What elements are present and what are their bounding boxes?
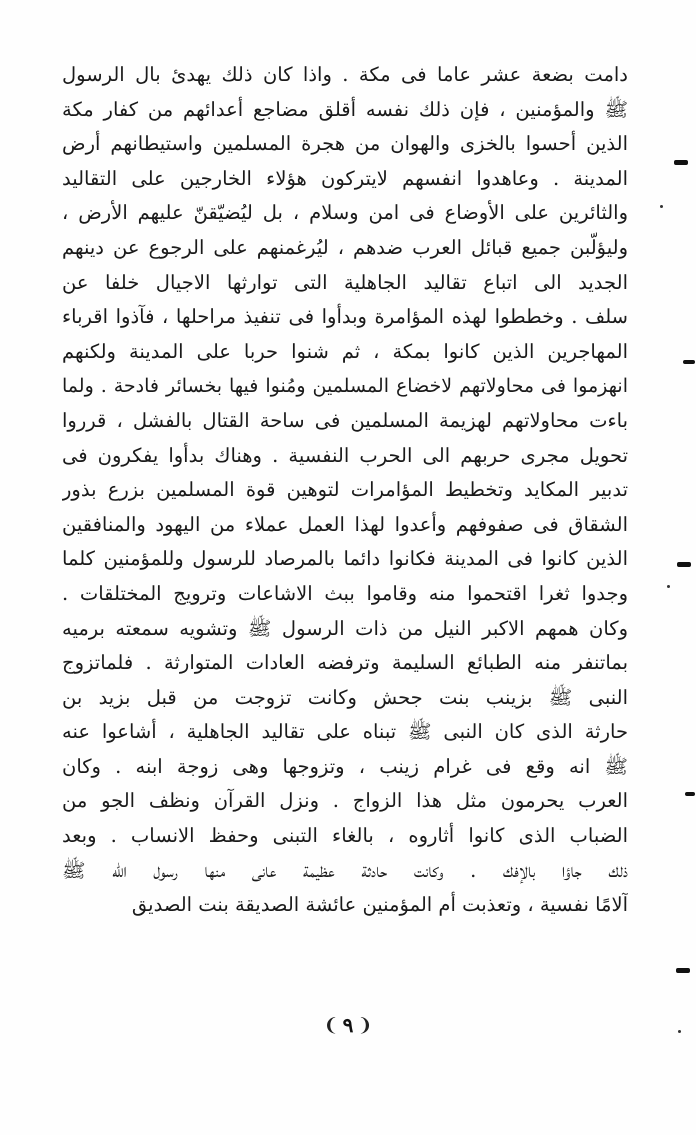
text-line: بماتنفر منه الطبائع السليمة وترفضه العادات المتوارثة . فلماتزوج (62, 651, 628, 675)
text-line: وليؤلّبن جميع قبائل العرب ضدهم ، ليُرغمنهم على الرجوع عن دينهم (62, 235, 628, 259)
text-line: ﷺ والمؤمنين ، فإن ذلك نفسه أقلق مضاجع أعدائهم من كفار مكة (62, 97, 628, 121)
text-line: حارثة الذى كان النبى ﷺ تبناه على تقاليد الجاهلية ، أشاعوا عنه (62, 720, 628, 744)
text-line: الشقاق فى صفوفهم وأعدوا لهذا العمل عملاء من اليهود والمنافقين (62, 512, 628, 536)
text-line: انهزموا فى محاولاتهم لاخضاع المسلمين ومُنوا فيها بخسائر فادحة . ولما (62, 375, 628, 398)
text-line: باءت محاولاتهم لهزيمة المسلمين فى ساحة القتال بالفشل ، قرروا (62, 408, 628, 432)
text-line: الجديد الى اتباع تقاليد الجاهلية التى توارثها الاجيال خلفا عن (62, 270, 628, 294)
text-line: ﷺ انه وقع فى غرام زينب ، وتزوجها وهى زوجة ابنه . وكان (62, 754, 628, 778)
text-line: تدبير المكايد وتخطيط المؤامرات لتوهين قوة المسلمين بزرع بذور (62, 478, 628, 502)
scan-dot (660, 205, 663, 208)
text-line: ذلك جاؤا بالإفك . وكانت حادثة عظيمة عانى منها رسول الله ﷺ (62, 858, 628, 882)
scan-mark (683, 360, 695, 364)
scan-dot (667, 585, 670, 588)
text-line: الذين كانوا فى المدينة فكانوا دائما بالمرصاد للرسول وللمؤمنين كلما (62, 547, 628, 571)
body-text (62, 58, 628, 923)
text-line: العرب يحرمون مثل هذا الزواج . ونزل القرآن ونظف الجو من (62, 789, 628, 813)
scan-mark (685, 792, 695, 796)
text-line: آلامًا نفسية ، وتعذبت أم المؤمنين عائشة الصديقة بنت الصديق (131, 893, 628, 917)
page-number-value: ٩ (342, 1013, 354, 1037)
text-line: دامت بضعة عشر عاما فى مكة . واذا كان ذلك يهدئ بال الرسول (62, 63, 628, 86)
text-line: المهاجرين الذين كانوا بمكة ، ثم شنوا حربا على المدينة ولكنهم (62, 339, 628, 363)
text-line: وكان همهم الاكبر النيل من ذات الرسول ﷺ وتشويه سمعته برميه (62, 616, 628, 640)
text-line: وجدوا ثغرا اقتحموا منه وقاموا ببث الاشاعات وترويج المختلقات . (62, 581, 628, 605)
page-number (318, 1007, 378, 1043)
text-line: الذين أحسوا بالخزى والهوان من هجرة المسلمين واستيطانهم أرض (62, 132, 628, 156)
ornament-left-icon: ❨ (323, 1014, 339, 1036)
scan-mark (677, 562, 691, 567)
ornament-right-icon: ❩ (357, 1014, 373, 1036)
scan-mark (676, 968, 690, 973)
text-line: المدينة . وعاهدوا انفسهم لايتركون هؤلاء الخارجين على التقاليد (62, 166, 628, 190)
scan-dot (678, 1030, 681, 1033)
text-line: سلف . وخططوا لهذه المؤامرة وبدأوا فى تنفيذ مراحلها ، فآذوا اقرباء (62, 305, 628, 329)
scan-mark (674, 160, 688, 165)
text-line: والثائرين على الأوضاع فى امن وسلام ، بل ليُضيّقنّ عليهم الأرض ، (62, 201, 628, 225)
text-line: الضباب الذى كانوا أثاروه ، بالغاء التبنى وحفظ الانساب . وبعد (62, 824, 628, 848)
text-line: تحويل مجرى حربهم الى الحرب النفسية . وهناك بدأوا يفكرون فى (62, 443, 628, 467)
text-line: النبى ﷺ بزينب بنت جحش وكانت تزوجت من قبل بزيد بن (62, 685, 628, 709)
